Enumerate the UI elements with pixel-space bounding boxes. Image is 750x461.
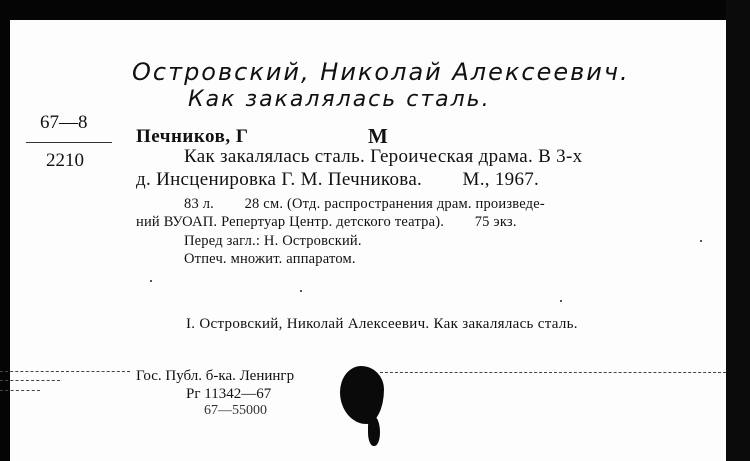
speck xyxy=(560,300,562,302)
description-line-2: ний ВУОАП. Репертуар Центр. детского театра). 75 экз. xyxy=(136,214,517,230)
speck xyxy=(700,240,702,242)
dashed-rule-right xyxy=(380,372,726,373)
scan-edge-top xyxy=(0,0,750,20)
handwritten-title: Как закалялась сталь. xyxy=(188,87,491,112)
scan-edge-right xyxy=(726,0,750,461)
dashed-rule-left xyxy=(0,371,130,372)
handwritten-author: Островский, Николай Алексеевич. xyxy=(132,58,630,86)
shelfmark-divider xyxy=(26,142,112,143)
card-heading-initial: М xyxy=(368,124,388,148)
library-stamp-line-1: Гос. Публ. б-ка. Ленингр xyxy=(136,368,295,384)
title-line-2: д. Инсценировка Г. М. Печникова. М., 1967. xyxy=(136,169,540,190)
subject-tracing: I. Островский, Николай Алексеевич. Как закалялась сталь. xyxy=(186,316,578,332)
speck xyxy=(150,280,152,282)
card-heading-author: Печников, Г xyxy=(136,126,249,147)
title-line-1: Как закалялась сталь. Героическая драма. В 3-х xyxy=(184,146,583,167)
library-stamp-line-3: 67—55000 xyxy=(204,403,267,418)
speck xyxy=(300,290,302,292)
description-line-3: Перед загл.: Н. Островский. xyxy=(184,233,362,249)
shelfmark-top: 67—8 xyxy=(40,112,88,133)
shelfmark-bottom: 2210 xyxy=(46,150,84,171)
description-line-4: Отпеч. множит. аппаратом. xyxy=(184,251,356,267)
dashed-rule-left-3 xyxy=(0,390,40,391)
description-line-1: 83 л. 28 см. (Отд. распространения драм. произведе- xyxy=(184,196,545,212)
dashed-rule-left-2 xyxy=(0,380,60,381)
scan-edge-left xyxy=(0,0,10,461)
library-stamp-line-2: Рг 11342—67 xyxy=(186,386,272,402)
ink-blot-tail xyxy=(368,416,380,446)
